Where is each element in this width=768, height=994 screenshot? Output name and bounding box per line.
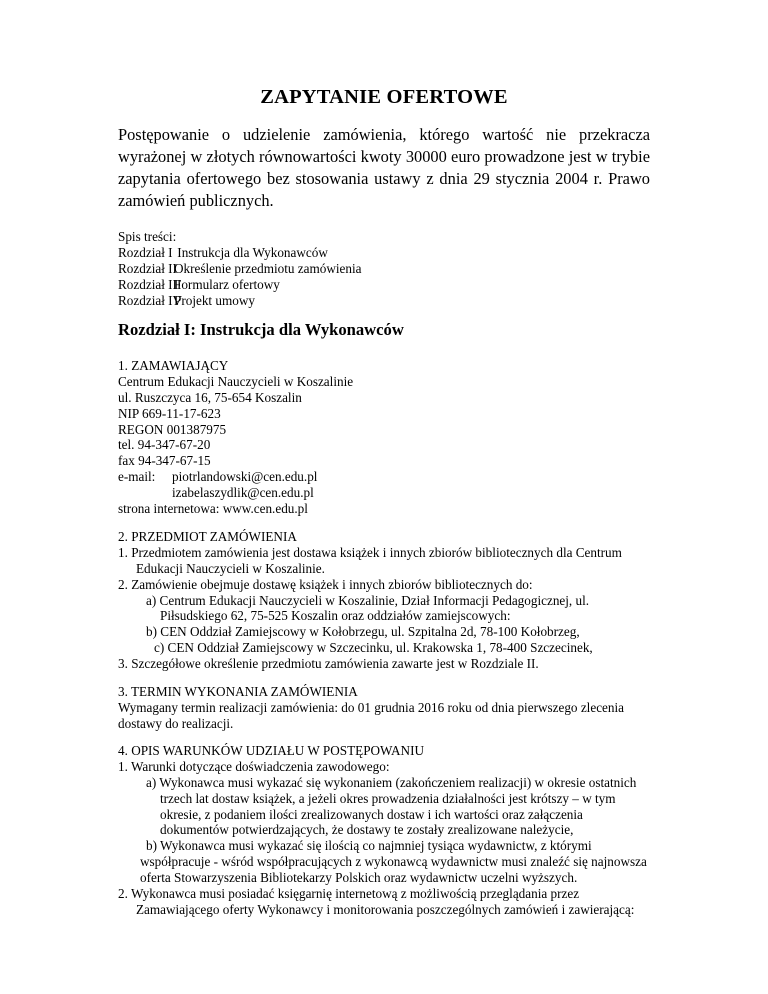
phone-number: tel. 94-347-67-20	[118, 437, 211, 453]
section-heading: 3. TERMIN WYKONANIA ZAMÓWIENIA	[118, 684, 358, 699]
list-item: b) Wykonawca musi wykazać się ilością co najmniej tysiąca wydawnictw, z którymi	[146, 838, 592, 854]
list-item: dokumentów potwierdzających, że dostawy te zostały zrealizowane należycie,	[160, 822, 574, 838]
intro-paragraph: Postępowanie o udzielenie zamówienia, którego wartość nie przekracza wyrażonej w złotych równowartości kwoty 30000 euro prowadzone jest w trybie zapytania ofertowego bez stosowania ustawy z dnia 29 stycznia 2004 r. Prawo zamówień publicznych.	[118, 125, 650, 210]
nip-number: NIP 669-11-17-623	[118, 405, 221, 421]
toc-item-text: Instrukcja dla Wykonawców	[174, 244, 328, 260]
toc-item-label: Rozdział I	[118, 244, 173, 260]
email-row	[118, 485, 678, 501]
list-item: trzech lat dostaw książek, a jeżeli okres prowadzenia działalności jest krótszy – w tym	[160, 790, 616, 806]
list-item: a) Wykonawca musi wykazać się wykonaniem (zakończeniem realizacji) w okresie ostatnich	[146, 774, 637, 790]
chapter-1-heading: Rozdział I: Instrukcja dla Wykonawców	[118, 320, 404, 339]
list-item: współpracuje - wśród współpracujących z wykonawcą wydawnictw musi znaleźć się najnowsza	[140, 854, 647, 870]
section-heading: 4. OPIS WARUNKÓW UDZIAŁU W POSTĘPOWANIU	[118, 743, 425, 758]
section-termin	[118, 684, 678, 732]
website: strona internetowa: www.cen.edu.pl	[118, 501, 308, 517]
list-item: 2. Wykonawca musi posiadać księgarnię internetową z możliwością przeglądania przez	[118, 886, 580, 902]
list-item: Zamawiającego oferty Wykonawcy i monitorowania poszczególnych zamówień i zawierającą:	[136, 901, 635, 917]
toc-item-label: Rozdział IV	[118, 292, 183, 308]
email-link-1[interactable]: piotrlandowski@cen.edu.pl	[172, 469, 318, 485]
list-item: c) CEN Oddział Zamiejscowy w Szczecinku, ul. Krakowska 1, 78-400 Szczecinek,	[154, 640, 593, 656]
toc-item-text: Określenie przedmiotu zamówienia	[174, 260, 362, 276]
table-of-contents	[118, 229, 518, 308]
institution-address: ul. Ruszczyca 16, 75-654 Koszalin	[118, 389, 302, 405]
section-zamawiajacy	[118, 358, 678, 517]
list-item: Edukacji Nauczycieli w Koszalinie.	[136, 560, 325, 576]
toc-item-text: Projekt umowy	[174, 292, 255, 308]
toc-item	[118, 261, 518, 277]
toc-item	[118, 245, 518, 261]
paragraph-line: Wymagany termin realizacji zamówienia: do 01 grudnia 2016 roku od dnia pierwszego zlecenia	[118, 699, 625, 715]
section-warunki	[118, 743, 678, 918]
list-item: b) CEN Oddział Zamiejscowy w Kołobrzegu, ul. Szpitalna 2d, 78-100 Kołobrzeg,	[146, 624, 580, 640]
toc-item	[118, 293, 518, 309]
email-label: e-mail:	[118, 469, 156, 485]
list-item: oferta Stowarzyszenia Bibliotekarzy Polskich oraz wydawnictw uczelni wyższych.	[140, 870, 578, 886]
toc-item	[118, 277, 518, 293]
section-heading: 2. PRZEDMIOT ZAMÓWIENIA	[118, 529, 297, 544]
institution-name: Centrum Edukacji Nauczycieli w Koszalinie	[118, 373, 354, 389]
email-row	[118, 469, 678, 485]
email-link-2[interactable]: izabelaszydlik@cen.edu.pl	[172, 485, 314, 501]
list-item: Piłsudskiego 62, 75-525 Koszalin oraz oddziałów zamiejscowych:	[160, 608, 511, 624]
paragraph-line: dostawy do realizacji.	[118, 715, 234, 731]
list-item: 2. Zamówienie obejmuje dostawę książek i innych zbiorów bibliotecznych do:	[118, 576, 533, 592]
section-heading: 1. ZAMAWIAJĄCY	[118, 358, 229, 373]
list-item: okresie, z podaniem ilości zrealizowanych dostaw i ich wartości oraz załączenia	[160, 806, 583, 822]
section-przedmiot	[118, 529, 678, 672]
toc-item-label: Rozdział II	[118, 260, 177, 276]
fax-number: fax 94-347-67-15	[118, 453, 211, 469]
list-item: 1. Przedmiotem zamówienia jest dostawa książek i innych zbiorów bibliotecznych dla Centrum	[118, 544, 622, 560]
list-item: 3. Szczegółowe określenie przedmiotu zamówienia zawarte jest w Rozdziale II.	[118, 656, 539, 672]
list-item: 1. Warunki dotyczące doświadczenia zawodowego:	[118, 758, 390, 774]
toc-item-label: Rozdział III	[118, 276, 182, 292]
toc-item-text: Formularz ofertowy	[174, 276, 280, 292]
document-title: ZAPYTANIE OFERTOWE	[260, 86, 508, 108]
list-item: a) Centrum Edukacji Nauczycieli w Koszalinie, Dział Informacji Pedagogicznej, ul.	[146, 592, 590, 608]
toc-heading: Spis treści:	[118, 229, 177, 244]
regon-number: REGON 001387975	[118, 421, 227, 437]
